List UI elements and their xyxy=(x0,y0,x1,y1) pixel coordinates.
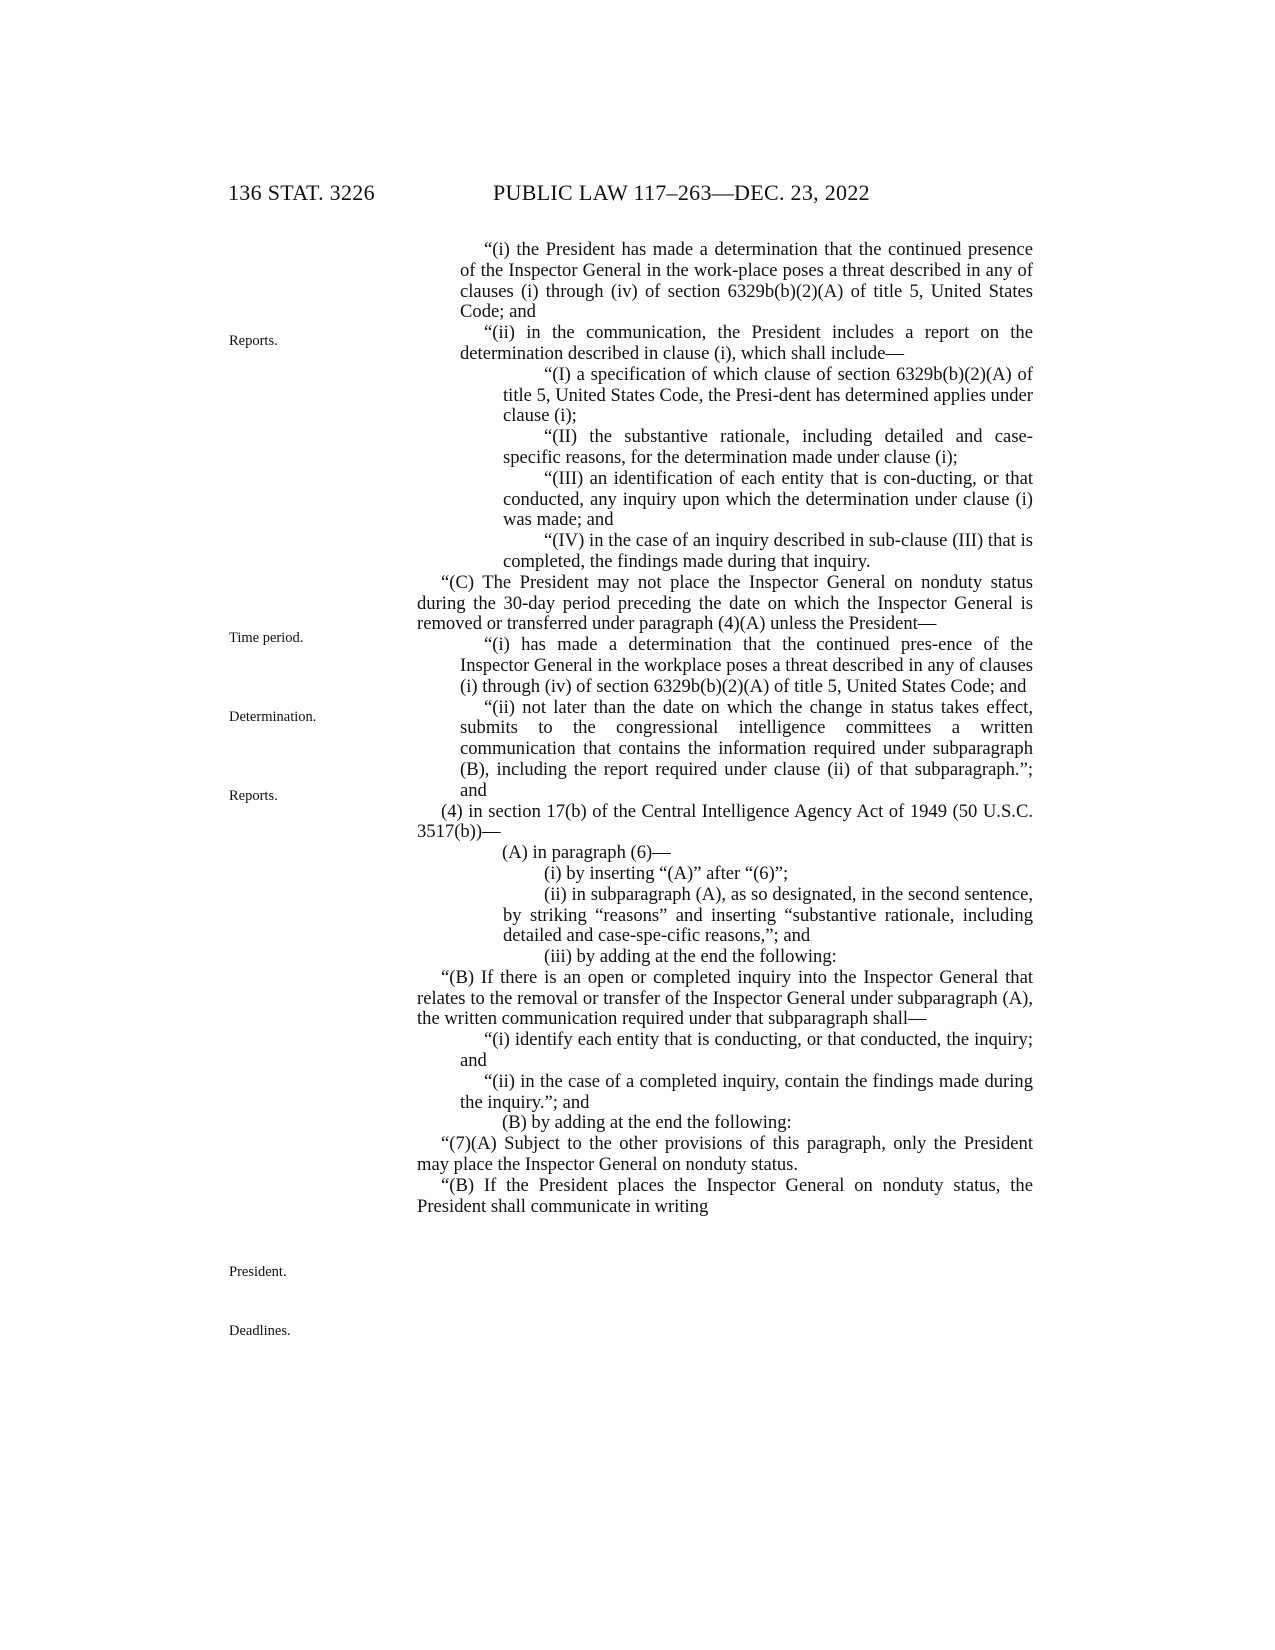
clause-ii-submission: “(ii) not later than the date on which the change in status takes effect, submits to the congressional intelligence committees a written communication that contains the information required under subparagraph (B), including the report required under clause (ii) of that subparagraph.”; and xyxy=(460,696,1033,801)
clause-ii-report: “(ii) in the communication, the President includes a report on the determination described in clause (i), which shall include— xyxy=(460,322,1033,364)
margin-note-president: President. xyxy=(229,1264,287,1280)
paragraph-7B: “(B) If the President places the Inspector General on nonduty status, the President shall communicate in writing xyxy=(417,1174,1033,1217)
law-title: PUBLIC LAW 117–263—DEC. 23, 2022 xyxy=(493,180,870,205)
item-iii-adding: (iii) by adding at the end the following: xyxy=(544,946,837,968)
subparagraph-A-paragraph-6: (A) in paragraph (6)— xyxy=(502,842,671,864)
margin-note-reports: Reports. xyxy=(229,333,278,349)
clause-i-identify: “(i) identify each entity that is conducting, or that conducted, the inquiry; and xyxy=(460,1029,1033,1072)
clause-i-determination: “(i) the President has made a determination that the continued presence of the Inspector General in the work-place poses a threat described in any of clauses (i) through (iv) of section 6329b(b)(2)(A) of title 5, United States Code; and xyxy=(460,239,1033,323)
clause-ii-findings: “(ii) in the case of a completed inquiry, contain the findings made during the inquiry.”; and xyxy=(460,1070,1033,1113)
page-header xyxy=(0,180,1275,210)
subclause-IV: “(IV) in the case of an inquiry described in sub-clause (III) that is completed, the findings made during that inquiry. xyxy=(503,530,1033,572)
subclause-I: “(I) a specification of which clause of section 6329b(b)(2)(A) of title 5, United States Code, the Presi-dent has determined applies under clause (i); xyxy=(503,363,1033,427)
item-ii-striking: (ii) in subparagraph (A), as so designated, in the second sentence, by striking “reasons” and inserting “substantive rationale, including detailed and case-spe-cific reasons,”; and xyxy=(503,883,1033,947)
subparagraph-B-adding: (B) by adding at the end the following: xyxy=(502,1112,792,1134)
margin-note-determination: Determination. xyxy=(229,709,317,725)
margin-note-time-period: Time period. xyxy=(229,630,304,646)
paragraph-7A: “(7)(A) Subject to the other provisions of this paragraph, only the President may place the Inspector General on nonduty status. xyxy=(417,1133,1033,1176)
clause-i-continued-presence: “(i) has made a determination that the continued pres-ence of the Inspector General in the workplace poses a threat described in any of clauses (i) through (iv) of section 6329b(b)(2)(A) of title 5, United States Code; and xyxy=(460,634,1033,697)
margin-note-reports-2: Reports. xyxy=(229,788,278,804)
stat-reference: 136 STAT. 3226 xyxy=(228,180,375,205)
statute-body xyxy=(417,240,1033,1217)
paragraph-4: (4) in section 17(b) of the Central Intelligence Agency Act of 1949 (50 U.S.C. 3517(b))— xyxy=(417,800,1033,843)
subparagraph-C: “(C) The President may not place the Inspector General on nonduty status during the 30-day period preceding the date on which the Inspector General is removed or transferred under paragraph (4)(A) unless the President— xyxy=(417,571,1033,635)
subclause-III: “(III) an identification of each entity that is con-ducting, or that conducted, any inquiry upon which the determination under clause (i) was made; and xyxy=(503,467,1033,531)
margin-note-deadlines: Deadlines. xyxy=(229,1323,291,1339)
subparagraph-B-inquiry: “(B) If there is an open or completed inquiry into the Inspector General that relates to the removal or transfer of the Inspector General under subparagraph (A), the written communication required under that subparagraph shall— xyxy=(417,966,1033,1030)
subclause-II: “(II) the substantive rationale, including detailed and case-specific reasons, for the determination made under clause (i); xyxy=(503,426,1033,468)
item-i-inserting: (i) by inserting “(A)” after “(6)”; xyxy=(544,862,789,884)
